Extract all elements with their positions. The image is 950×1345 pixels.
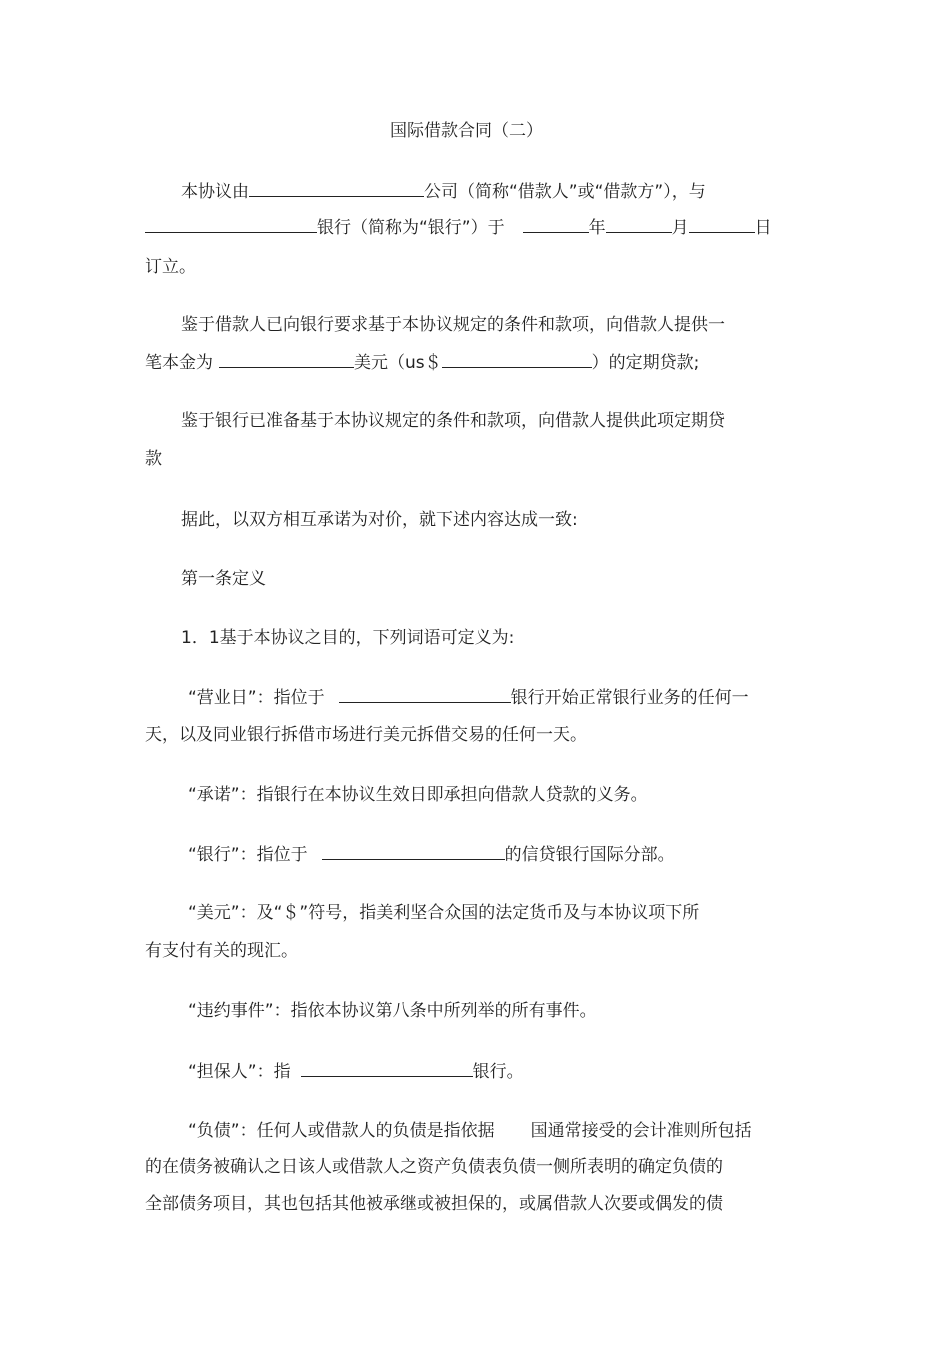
year-blank <box>523 216 589 233</box>
definition-liabilities-line-2: 的在债务被确认之日该人或借款人之资产负债表负债一侧所表明的确定负债的 <box>145 1157 723 1177</box>
text: 日 <box>754 218 772 238</box>
definition-business-day-line-1 <box>188 686 749 709</box>
paragraph-2-line-2 <box>145 351 699 374</box>
bank-name-blank <box>145 216 317 233</box>
text: “负债”：任何人或借款人的负债是指依据 <box>188 1121 495 1141</box>
text: 银行（简称为“银行”）于 <box>317 218 505 238</box>
text: 美元（us＄ <box>354 353 442 373</box>
text: “银行”：指位于 <box>188 845 308 865</box>
text: 银行开始正常银行业务的任何一 <box>510 688 749 708</box>
definition-liabilities-line-3: 全部债务项目，其也包括其他被承继或被担保的，或属借款人次要或偶发的债 <box>145 1194 723 1214</box>
clause-1-1: 1．1基于本协议之目的，下列词语可定义为: <box>181 628 515 648</box>
paragraph-1-line-3: 订立。 <box>145 257 196 277</box>
text: 公司（简称“借款人”或“借款方”），与 <box>424 182 706 202</box>
definition-event-of-default: “违约事件”：指依本协议第八条中所列举的所有事件。 <box>188 1001 597 1021</box>
usd-amount-blank <box>442 351 592 368</box>
text: “营业日”：指位于 <box>188 688 325 708</box>
text: 本协议由 <box>181 182 249 202</box>
paragraph-2-line-1: 鉴于借款人已向银行要求基于本协议规定的条件和款项，向借款人提供一 <box>181 315 725 335</box>
paragraph-3-line-2: 款 <box>145 449 162 469</box>
borrower-name-blank <box>249 180 424 197</box>
definition-bank <box>188 843 675 866</box>
text: 的信贷银行国际分部。 <box>504 845 675 865</box>
text: 年 <box>588 218 606 238</box>
guarantor-bank-blank <box>301 1060 473 1077</box>
paragraph-3-line-1: 鉴于银行已准备基于本协议规定的条件和款项，向借款人提供此项定期贷 <box>181 411 725 431</box>
definition-guarantor <box>188 1060 524 1083</box>
definition-liabilities-line-1 <box>188 1120 752 1142</box>
paragraph-1-line-1 <box>181 180 706 203</box>
text: ）的定期贷款; <box>591 353 700 373</box>
text: 笔本金为 <box>145 353 213 373</box>
text: 银行。 <box>472 1062 524 1082</box>
text: 国通常接受的会计准则所包括 <box>530 1121 752 1141</box>
month-blank <box>606 216 672 233</box>
bank-location-blank <box>322 843 505 860</box>
paragraph-1-line-2 <box>145 216 772 239</box>
text: “担保人”：指 <box>188 1062 291 1082</box>
document-title: 国际借款合同（二） <box>390 121 543 141</box>
day-blank <box>689 216 755 233</box>
definition-dollar-line-2: 有支付有关的现汇。 <box>145 941 298 961</box>
principal-blank <box>219 351 354 368</box>
article-1-heading: 第一条定义 <box>181 569 266 589</box>
text: 月 <box>671 218 689 238</box>
paragraph-4: 据此，以双方相互承诺为对价，就下述内容达成一致: <box>181 510 578 530</box>
business-day-location-blank <box>339 686 511 703</box>
definition-commitment: “承诺”：指银行在本协议生效日即承担向借款人贷款的义务。 <box>188 785 648 805</box>
definition-business-day-line-2: 天，以及同业银行拆借市场进行美元拆借交易的任何一天。 <box>145 725 587 745</box>
definition-dollar-line-1: “美元”：及“＄”符号，指美利坚合众国的法定货币及与本协议项下所 <box>188 903 700 923</box>
